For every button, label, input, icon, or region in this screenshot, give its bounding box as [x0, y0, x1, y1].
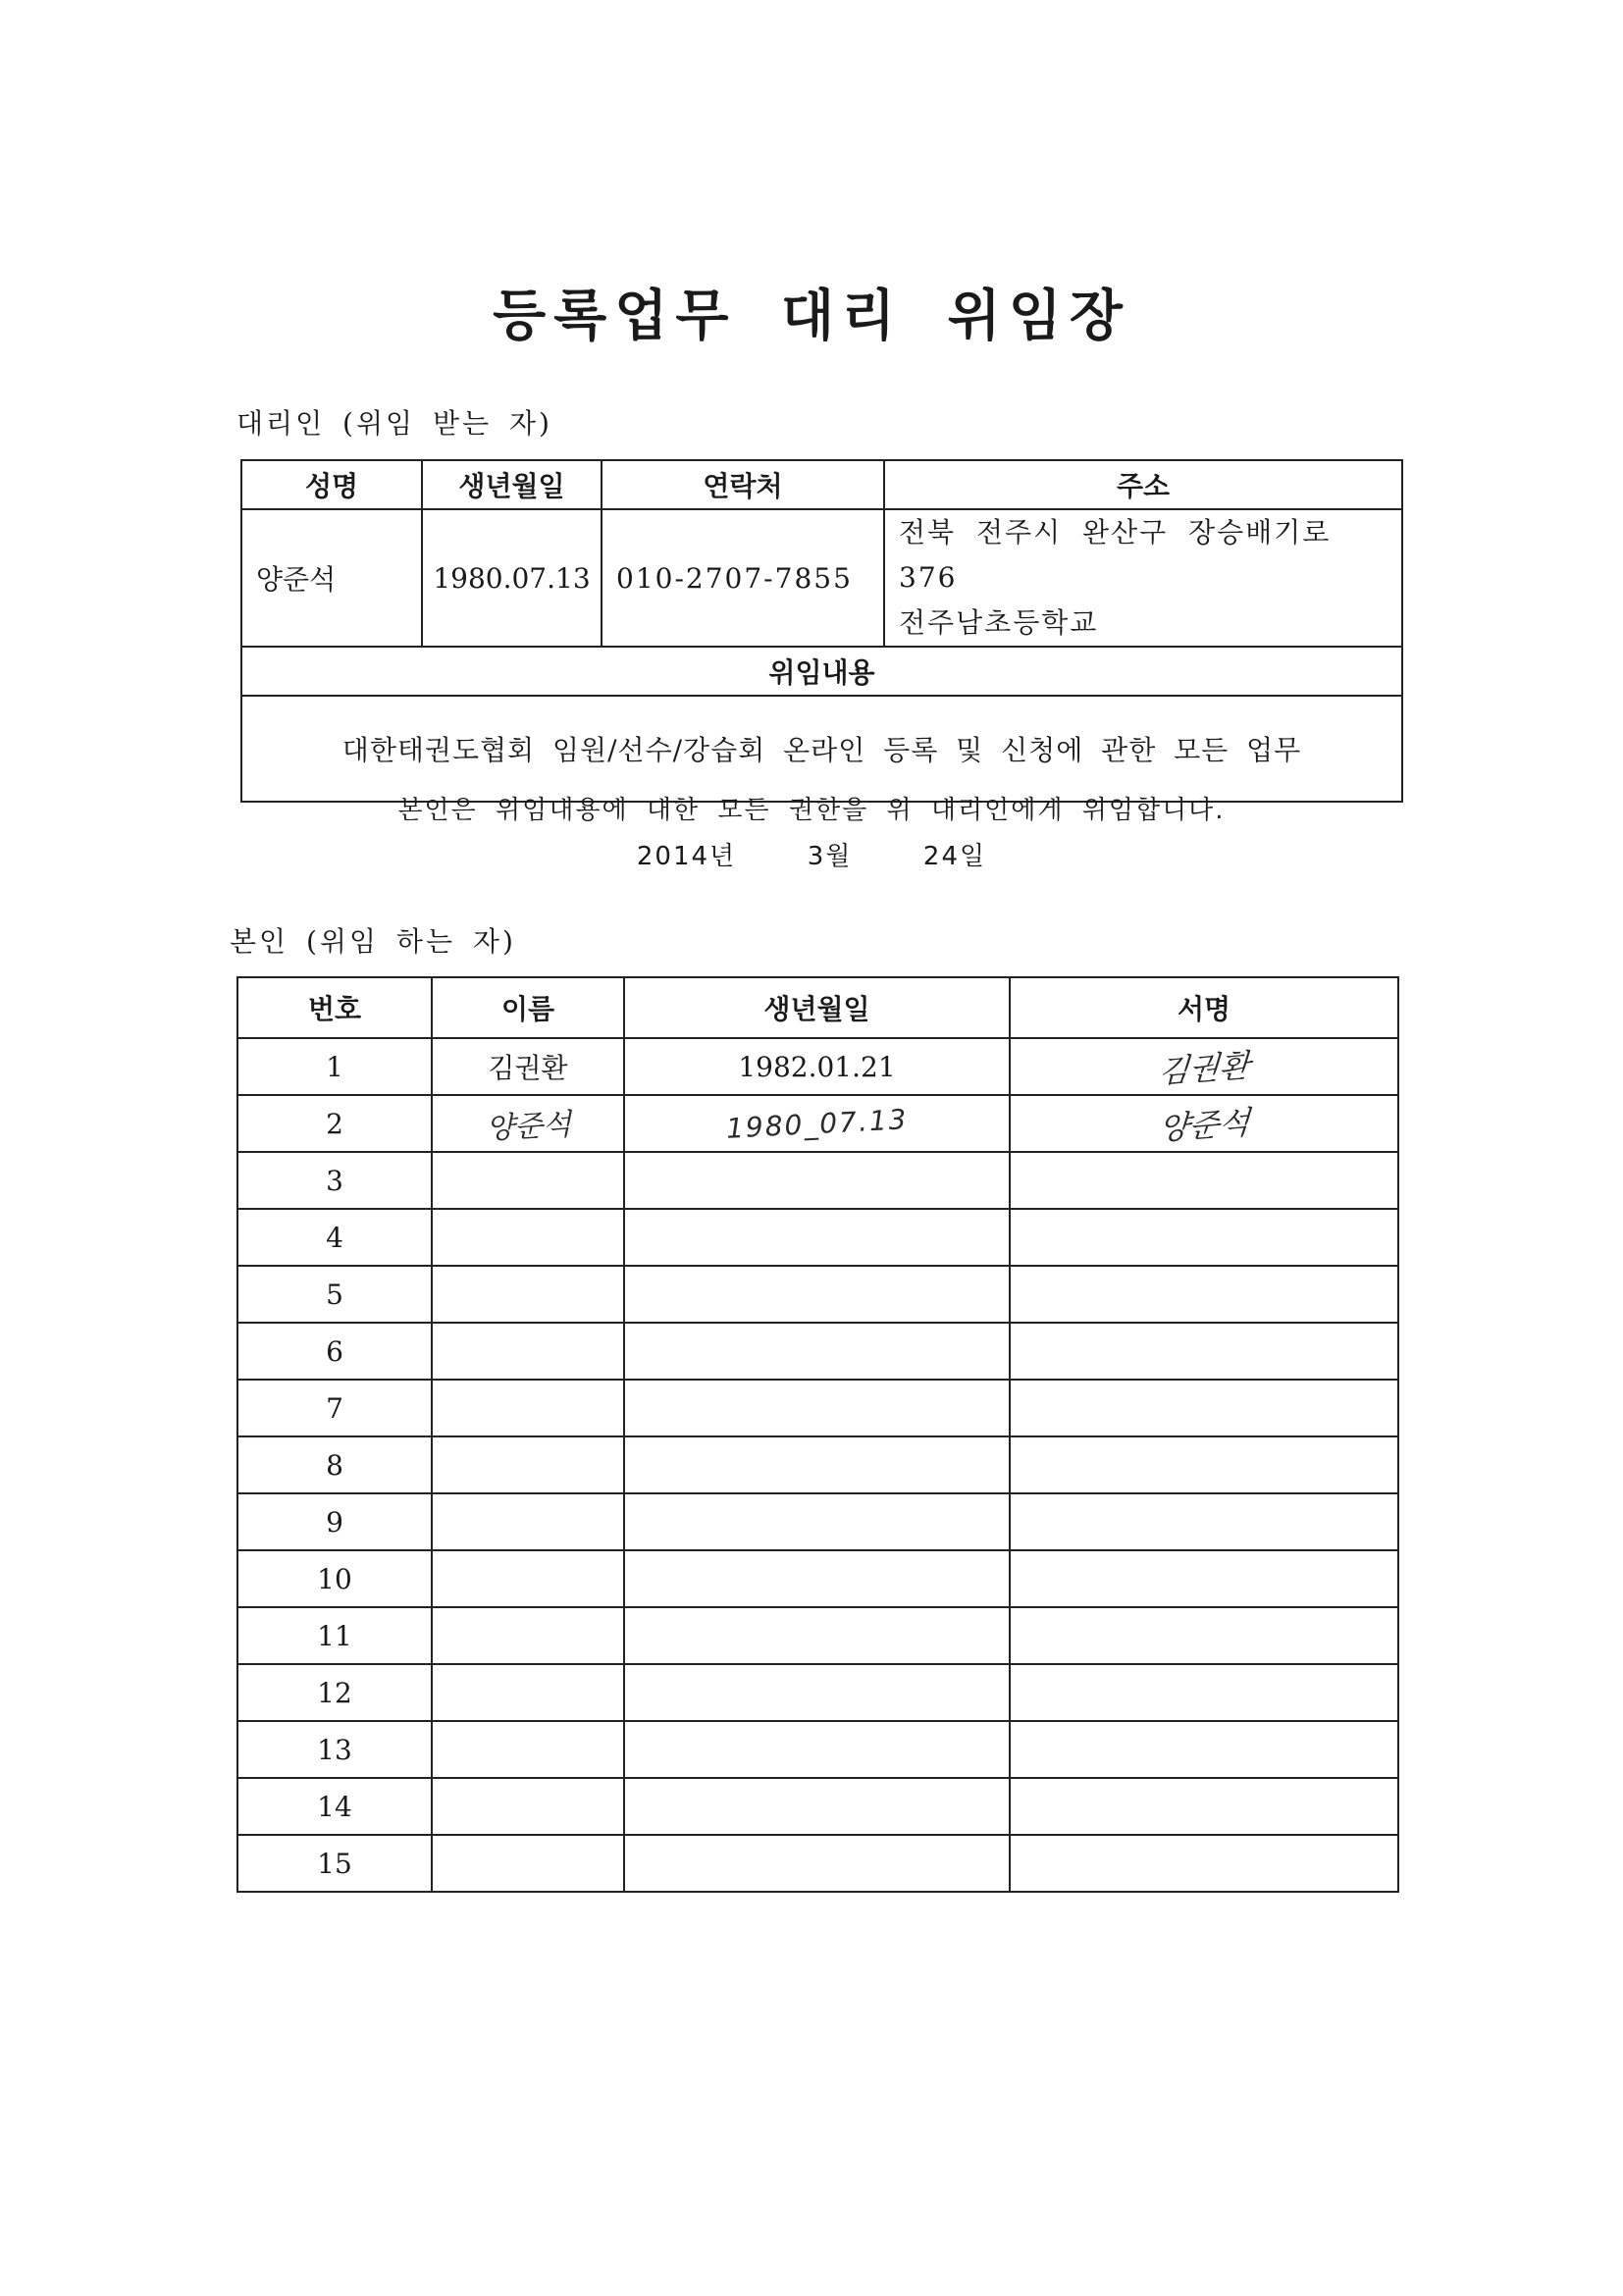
row-birthdate	[624, 1095, 1010, 1152]
row-signature	[1010, 1550, 1398, 1607]
agent-name: 양준석	[241, 509, 422, 647]
row-birthdate	[624, 1778, 1010, 1835]
row-birthdate	[624, 1380, 1010, 1436]
row-number: 8	[237, 1436, 432, 1493]
row-signature	[1010, 1664, 1398, 1721]
row-signature	[1010, 1493, 1398, 1550]
row-name	[432, 1664, 624, 1721]
agent-phone: 010-2707-7855	[602, 509, 884, 647]
signature: 양준석	[1157, 1103, 1251, 1148]
row-birthdate	[624, 1607, 1010, 1664]
table-row	[237, 1380, 1398, 1436]
row-number: 3	[237, 1152, 432, 1209]
row-name: 김권환	[432, 1038, 624, 1095]
row-number: 14	[237, 1778, 432, 1835]
row-name	[432, 1607, 624, 1664]
table-row	[237, 1323, 1398, 1380]
row-signature	[1010, 1436, 1398, 1493]
row-birthdate	[624, 1152, 1010, 1209]
row-number: 5	[237, 1266, 432, 1323]
row-signature	[1010, 1095, 1398, 1152]
row-signature	[1010, 1721, 1398, 1778]
delegator-section-label: 본인 (위임 하는 자)	[230, 925, 516, 958]
row-signature	[1010, 1038, 1398, 1095]
row-signature	[1010, 1323, 1398, 1380]
row-birthdate	[624, 1436, 1010, 1493]
row-birthdate	[624, 1209, 1010, 1266]
row-number: 11	[237, 1607, 432, 1664]
row-name	[432, 1380, 624, 1436]
delegation-content: 대한태권도협회 임원/선수/강습회 온라인 등록 및 신청에 관한 모든 업무	[241, 696, 1402, 802]
row-name	[432, 1266, 624, 1323]
table-row	[237, 1038, 1398, 1095]
table-row	[237, 1095, 1398, 1152]
agent-table	[240, 459, 1403, 803]
table-row	[237, 1436, 1398, 1493]
handwritten-name: 양준석	[484, 1107, 572, 1147]
row-signature	[1010, 1152, 1398, 1209]
table-row	[237, 1266, 1398, 1323]
row-name	[432, 1323, 624, 1380]
delegation-statement: 본인은 위임내용에 대한 모든 권한을 위 대리인에게 위임합니다.	[397, 796, 1226, 825]
row-signature	[1010, 1266, 1398, 1323]
row-number: 1	[237, 1038, 432, 1095]
agent-address	[884, 509, 1402, 647]
agent-address-line1: 전북 전주시 완산구 장승배기로 376	[899, 516, 1332, 594]
row-name	[432, 1721, 624, 1778]
statement-date	[0, 836, 1623, 872]
table-row	[237, 1778, 1398, 1835]
row-birthdate: 1982.01.21	[624, 1038, 1010, 1095]
row-number: 12	[237, 1664, 432, 1721]
agent-birthdate: 1980.07.13	[422, 509, 602, 647]
table-row	[237, 1493, 1398, 1550]
row-birthdate	[624, 1493, 1010, 1550]
delegator-header-no: 번호	[237, 977, 432, 1038]
agent-header-phone: 연락처	[602, 460, 884, 509]
row-birthdate	[624, 1550, 1010, 1607]
delegator-table	[236, 976, 1399, 1893]
row-name	[432, 1152, 624, 1209]
row-birthdate	[624, 1323, 1010, 1380]
row-number: 15	[237, 1835, 432, 1892]
date-day: 24일	[922, 842, 987, 871]
table-row	[237, 1721, 1398, 1778]
agent-header-name: 성명	[241, 460, 422, 509]
row-number: 9	[237, 1493, 432, 1550]
content-header: 위임내용	[241, 647, 1402, 696]
row-name	[432, 1209, 624, 1266]
row-name	[432, 1778, 624, 1835]
table-row	[237, 1209, 1398, 1266]
date-year: 2014년	[636, 842, 737, 871]
table-row	[237, 1550, 1398, 1607]
row-signature	[1010, 1209, 1398, 1266]
row-birthdate	[624, 1721, 1010, 1778]
signature: 김권환	[1157, 1046, 1251, 1091]
agent-header-birthdate: 생년월일	[422, 460, 602, 509]
row-name	[432, 1095, 624, 1152]
row-name	[432, 1493, 624, 1550]
row-signature	[1010, 1607, 1398, 1664]
row-birthdate	[624, 1664, 1010, 1721]
row-signature	[1010, 1778, 1398, 1835]
table-row	[237, 1664, 1398, 1721]
row-birthdate	[624, 1266, 1010, 1323]
row-number: 2	[237, 1095, 432, 1152]
row-birthdate	[624, 1835, 1010, 1892]
row-number: 10	[237, 1550, 432, 1607]
row-number: 4	[237, 1209, 432, 1266]
row-name	[432, 1436, 624, 1493]
date-month: 3월	[807, 842, 853, 871]
delegator-header-name: 이름	[432, 977, 624, 1038]
document-title: 등록업무 대리 위임장	[493, 284, 1130, 348]
row-number: 7	[237, 1380, 432, 1436]
handwritten-birthdate: 1980_07.13	[725, 1102, 909, 1145]
agent-header-address: 주소	[884, 460, 1402, 509]
agent-address-line2: 전주남초등학교	[899, 606, 1099, 639]
row-name	[432, 1835, 624, 1892]
table-row	[237, 1607, 1398, 1664]
row-signature	[1010, 1380, 1398, 1436]
row-number: 13	[237, 1721, 432, 1778]
row-signature	[1010, 1835, 1398, 1892]
delegator-header-birthdate: 생년월일	[624, 977, 1010, 1038]
agent-section-label: 대리인 (위임 받는 자)	[236, 407, 552, 440]
row-name	[432, 1550, 624, 1607]
table-row	[237, 1152, 1398, 1209]
row-number: 6	[237, 1323, 432, 1380]
delegator-header-signature: 서명	[1010, 977, 1398, 1038]
table-row	[237, 1835, 1398, 1892]
